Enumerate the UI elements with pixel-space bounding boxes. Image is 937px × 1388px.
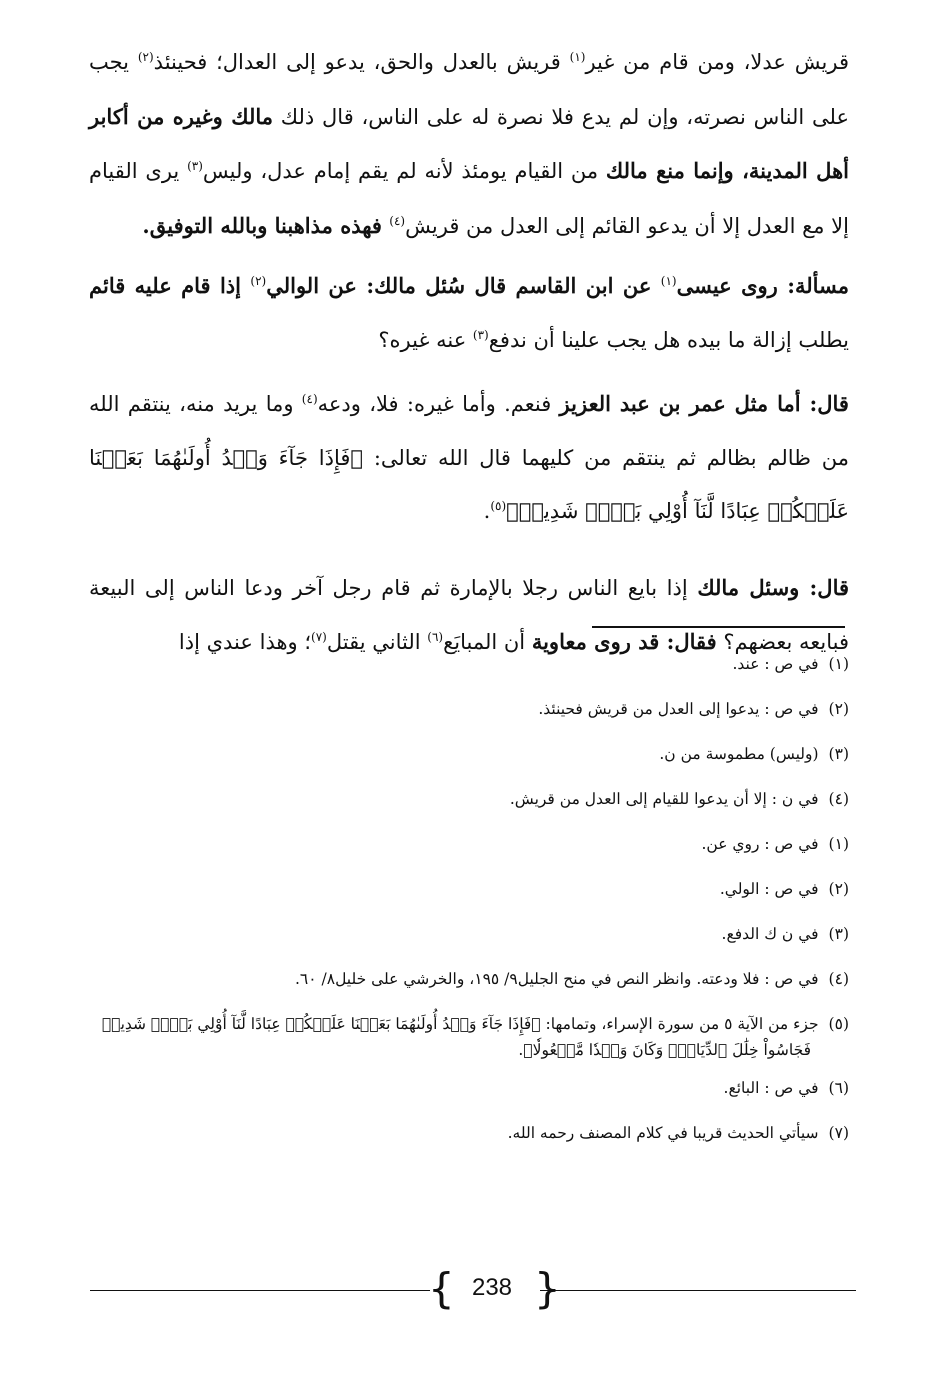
text-run: يجب على الناس نصرته، وإن لم يدع فلا نصرة له على الناس، قال ذلك [89, 50, 849, 129]
text-run: وما يريد منه، ينتقم الله من ظالم بظالم ثم ينتقم من كليهما قال الله تعالى: [89, 392, 849, 470]
text-run: الثاني يقتل [326, 630, 428, 654]
bold-text: فقال: قد روى معاوية [531, 629, 717, 654]
footnote-number: (٤) [828, 790, 849, 808]
footnote-text: في ن : إلا أن يدعوا للقيام إلى العدل من قريش. [509, 790, 819, 808]
footnote-text: سيأتي الحديث قريبا في كلام المصنف رحمه الله. [507, 1124, 819, 1142]
text-run: يرى القيام إلا مع العدل إلا أن يدعو القائم إلى العدل من قريش [89, 159, 849, 238]
footnote-text: في ص : فلا ودعته. وانظر النص في منح الجليل٩/ ١٩٥، والخرشي على خليل٨/ ٦٠. [294, 970, 819, 988]
footnote [87, 1076, 849, 1100]
page-number-bracket-open: { [428, 1264, 455, 1313]
footnote [87, 877, 849, 901]
bold-text: مالك [231, 103, 273, 129]
footer-rule-left [90, 1290, 430, 1291]
footnote-ref[interactable]: (١) [660, 274, 677, 288]
footnote-text: في ص : روي عن. [701, 835, 819, 853]
footnote [87, 922, 849, 946]
footnote-number: (٢) [828, 880, 849, 898]
footnote-separator [592, 626, 845, 628]
footnote-number: (٣) [828, 925, 849, 943]
footnote-text: في ص : يدعوا إلى العدل من قريش فحينئذ. [538, 700, 819, 718]
footnote [87, 697, 849, 721]
page-number-bracket-close: } [534, 1264, 561, 1313]
footnote-text: (وليس) مطموسة من ن. [659, 745, 819, 763]
bold-text: فهذه مذاهبنا وبالله التوفيق. [142, 212, 390, 238]
footnote [87, 832, 849, 856]
footnote-text: في ن ك الدفع. [721, 925, 819, 943]
page-number: 238 [471, 1274, 513, 1301]
bold-text: عن ابن القاسم قال سُئل مالك: عن الوالي [266, 273, 661, 298]
text-run: . [483, 499, 491, 523]
footnote-text: جزء من الآية ٥ من سورة الإسراء، وتمامها: ﴿فَإِذَا جَآءَ وَعۡدُ أُولَىٰهُمَا بَعَثۡنَا عَلَيۡكُمۡ عِبَادًا لَّنَآ أُوْلِي بَأۡسٖ شَدِيدٖ [101, 1015, 819, 1033]
footnote-number: (١) [828, 835, 849, 853]
footnote-ref[interactable]: (٦) [427, 630, 444, 644]
footnote-number: (٢) [828, 700, 849, 718]
footnote [87, 967, 849, 991]
text-run: أن المبايَع [443, 630, 532, 654]
footnote [87, 1012, 849, 1062]
footnote [87, 742, 849, 766]
bold-text: قال: أما مثل عمر بن عبد العزيز [559, 391, 849, 416]
footnote-ref[interactable]: (٢) [250, 274, 267, 288]
paragraph-2 [89, 259, 849, 367]
footnote-number: (٥) [828, 1015, 849, 1033]
footnote-ref[interactable]: (٤) [389, 213, 406, 228]
bold-text: قال: وسئل مالك [697, 574, 850, 600]
text-run: ؛ وهذا عندي إذا [178, 630, 312, 654]
footnote-ref[interactable]: (٥) [490, 499, 507, 513]
footnote-text: في ص : عند. [732, 655, 819, 673]
text-run: قريش بالعدل والحق، يدعو إلى العدال؛ فحينئذ [153, 50, 570, 74]
footnote-number: (٧) [828, 1124, 849, 1142]
paragraph-1 [89, 36, 849, 253]
text-run: عنه غيره؟ [378, 327, 473, 352]
footnote-ref[interactable]: (٢) [137, 50, 154, 64]
footnote-text: في ص : الولي. [719, 880, 819, 898]
bold-text: إذا قام عليه قائم [89, 273, 251, 298]
footnote-ref[interactable]: (٣) [472, 327, 489, 342]
footnotes [87, 652, 849, 1166]
footnote-number: (٣) [828, 745, 849, 763]
paragraph-3 [89, 377, 849, 539]
quran-verse: ﴿فَإِذَا جَآءَ وَعۡدُ أُولَىٰهُمَا بَعَثۡنَا عَلَيۡكُمۡ عِبَادًا لَّنَآ أُوْلِي بَأۡسٖ شَدِيدٖ﴾ [89, 445, 849, 523]
bold-text: وإنما منع مالك [605, 158, 734, 183]
text-run: من القيام يومئذ لأنه لم يقم إمام عدل، وليس [202, 159, 606, 183]
footnote [87, 652, 849, 676]
footnote-number: (١) [828, 655, 849, 673]
footnote-text: في ص : البائع. [723, 1079, 819, 1097]
footnote-continuation: فَجَاسُواْ خِلَٰلَ ٱلدِّيَارِۚ وَكَانَ وَعۡدٗا مَّفۡعُولٗا﴾. [518, 1041, 811, 1059]
footnote-number: (٤) [828, 970, 849, 988]
bold-text: وغيره من أكابر أهل المدينة، [89, 103, 849, 183]
footnote-ref[interactable]: (١) [569, 50, 586, 64]
main-text [89, 36, 849, 688]
footnote-ref[interactable]: (٤) [301, 392, 318, 406]
footnote-ref[interactable]: (٧) [311, 630, 327, 644]
footnote-ref[interactable]: (٣) [187, 159, 203, 173]
text-run: قريش عدلا، ومن قام من غير [585, 50, 850, 74]
footnote [87, 787, 849, 811]
text-run: يطلب إزالة ما بيده هل يجب علينا أن ندفع [488, 327, 849, 352]
footnote [87, 1121, 849, 1145]
footer-rule-right [540, 1290, 856, 1291]
footnote-number: (٦) [828, 1079, 849, 1097]
text-run: فنعم. وأما غيره: فلا، ودعه [317, 392, 560, 416]
bold-text: مسألة: روى عيسى [676, 273, 849, 298]
page-footer [90, 1266, 856, 1316]
text-run: إذا بايع الناس رجلا بالإمارة ثم قام رجل آخر ودعا الناس إلى البيعة فبايعه بعضهم؟ [89, 575, 849, 654]
